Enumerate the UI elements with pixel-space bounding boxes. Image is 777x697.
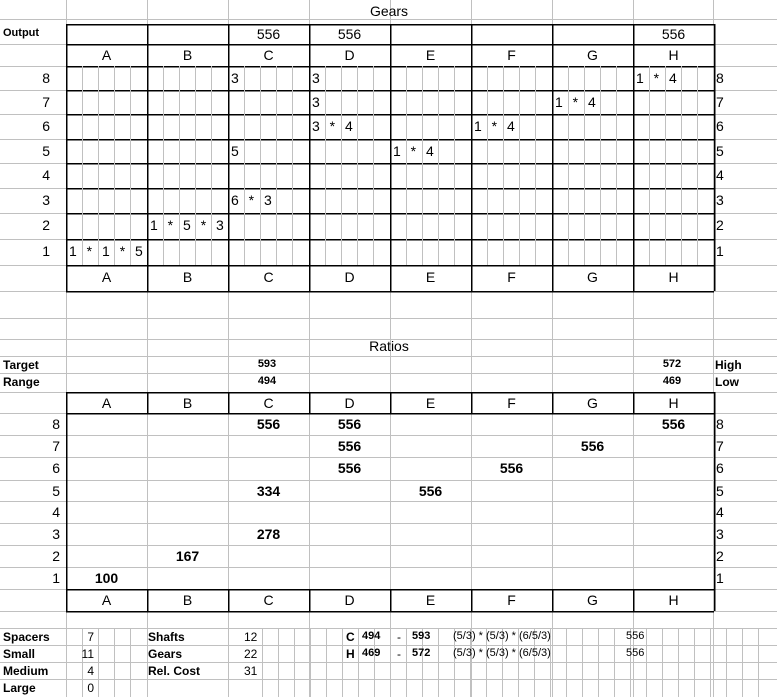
gear-cell: 3 [312,70,323,86]
ratios-row-label-left: 7 [52,438,60,454]
gears-row-label-left: 7 [42,94,50,110]
ratios-row-label-right: 6 [716,460,724,476]
check-formula: (5/3) * (5/3) * (6/5/3) [453,630,551,642]
gears-title: Gears [369,3,409,19]
gears-row-label-right: 7 [716,94,724,110]
ratio-cell: 556 [337,460,362,476]
ratios-row-label-left: 3 [52,526,60,542]
gear-cell: 1 * 5 * 3 [150,217,227,233]
gears-row-label-left: 4 [42,167,50,183]
check-column-label: C [346,630,355,644]
check-high-value: 593 [412,630,431,642]
ratios-column-header: F [507,395,516,411]
medium-label: Medium [3,664,49,678]
ratios-row-label-left: 6 [52,460,60,476]
gears-row-label-left: 1 [42,243,50,259]
gears-row-label-right: 5 [716,143,724,159]
rel-cost-label: Rel. Cost [148,664,201,678]
check-dash: - [397,647,401,661]
gears-output-value: 556 [337,26,362,42]
range-label: Range [3,375,40,389]
ratios-column-footer: C [263,592,274,608]
ratio-cell: 556 [418,483,443,499]
ratios-column-footer: D [344,592,355,608]
gears-row-label-right: 2 [716,217,724,233]
ratio-cell: 556 [256,416,281,432]
large-label: Large [3,681,36,695]
ratios-title: Ratios [369,338,409,354]
ratios-column-header: D [344,395,355,411]
target-c-value: 593 [257,358,277,370]
output-label: Output [3,27,40,39]
gears-row-label-left: 3 [42,192,50,208]
gears-column-header: E [425,47,436,63]
medium-value: 4 [87,664,94,678]
gears-row-label-right: 4 [716,167,724,183]
gears-row-label-right: 3 [716,192,724,208]
ratios-column-header: G [587,395,598,411]
gears-count-label: Gears [148,647,183,661]
ratios-column-header: E [425,395,436,411]
gears-row-label-left: 8 [42,70,50,86]
gears-column-header: B [182,47,193,63]
small-label: Small [3,647,36,661]
check-result: 556 [626,647,645,659]
range-c-value: 494 [257,375,277,387]
ratios-row-label-left: 8 [52,416,60,432]
check-formula: (5/3) * (5/3) * (6/5/3) [453,647,551,659]
ratios-row-label-left: 5 [52,483,60,499]
gears-column-footer: A [101,269,112,285]
ratios-column-header: H [668,395,679,411]
ratios-column-footer: A [101,592,112,608]
check-low-value: 469 [362,647,381,659]
check-dash: - [397,630,401,644]
ratio-cell: 556 [337,438,362,454]
gear-cell: 6 * 3 [231,192,275,208]
gear-cell: 1 * 1 * 5 [69,243,146,259]
ratios-column-footer: G [587,592,598,608]
target-h-value: 572 [662,358,682,370]
ratios-row-label-right: 4 [716,504,724,520]
gears-output-value: 556 [661,26,686,42]
gears-column-footer: H [668,269,679,285]
ratios-column-header: A [101,395,112,411]
gears-column-header: F [507,47,516,63]
ratio-cell: 167 [175,548,200,564]
ratios-column-header: B [182,395,193,411]
ratios-row-label-right: 8 [716,416,724,432]
target-label: Target [3,358,39,372]
large-value: 0 [87,681,94,695]
shafts-value: 12 [244,630,258,644]
ratios-row-label-right: 7 [716,438,724,454]
ratios-row-label-left: 1 [52,570,60,586]
gears-row-label-left: 5 [42,143,50,159]
gear-cell: 1 * 4 [474,118,518,134]
gears-count-value: 22 [244,647,258,661]
shafts-label: Shafts [148,630,185,644]
check-column-label: H [346,647,355,661]
gear-cell: 3 [312,94,323,110]
gear-cell: 1 * 4 [555,94,599,110]
ratio-cell: 278 [256,526,281,542]
gears-row-label-right: 1 [716,243,724,259]
gears-column-header: C [263,47,274,63]
gears-column-header: H [668,47,679,63]
gears-column-footer: B [182,269,193,285]
ratios-row-label-right: 2 [716,548,724,564]
ratios-column-footer: B [182,592,193,608]
rel-cost-value: 31 [244,664,258,678]
gears-column-header: D [344,47,355,63]
gears-row-label-left: 2 [42,217,50,233]
ratio-cell: 556 [337,416,362,432]
ratio-cell: 100 [94,570,119,586]
gear-cell: 1 * 4 [636,70,680,86]
gears-output-value: 556 [256,26,281,42]
ratios-row-label-right: 3 [716,526,724,542]
gear-cell: 1 * 4 [393,143,437,159]
ratio-cell: 334 [256,483,281,499]
ratios-column-footer: F [507,592,516,608]
gear-cell: 5 [231,143,242,159]
gears-column-footer: E [425,269,436,285]
gears-row-label-right: 8 [716,70,724,86]
gears-column-header: A [101,47,112,63]
ratios-column-footer: H [668,592,679,608]
gears-column-footer: C [263,269,274,285]
range-h-value: 469 [662,375,682,387]
gear-cell: 3 [231,70,242,86]
spacers-label: Spacers [3,630,50,644]
ratios-row-label-right: 5 [716,483,724,499]
check-high-value: 572 [412,647,431,659]
check-low-value: 494 [362,630,381,642]
gears-column-footer: D [344,269,355,285]
gears-column-header: G [587,47,598,63]
check-result: 556 [626,630,645,642]
high-label: High [715,358,742,372]
ratios-column-header: C [263,395,274,411]
gears-column-footer: F [507,269,516,285]
low-label: Low [715,375,739,389]
ratios-row-label-left: 4 [52,504,60,520]
small-value: 11 [81,647,94,661]
gear-cell: 3 * 4 [312,118,356,134]
ratios-row-label-right: 1 [716,570,724,586]
spacers-value: 7 [87,630,94,644]
gears-row-label-left: 6 [42,118,50,134]
gears-column-footer: G [587,269,598,285]
ratio-cell: 556 [580,438,605,454]
gears-row-label-right: 6 [716,118,724,134]
ratio-cell: 556 [499,460,524,476]
ratios-column-footer: E [425,592,436,608]
ratio-cell: 556 [661,416,686,432]
ratios-row-label-left: 2 [52,548,60,564]
